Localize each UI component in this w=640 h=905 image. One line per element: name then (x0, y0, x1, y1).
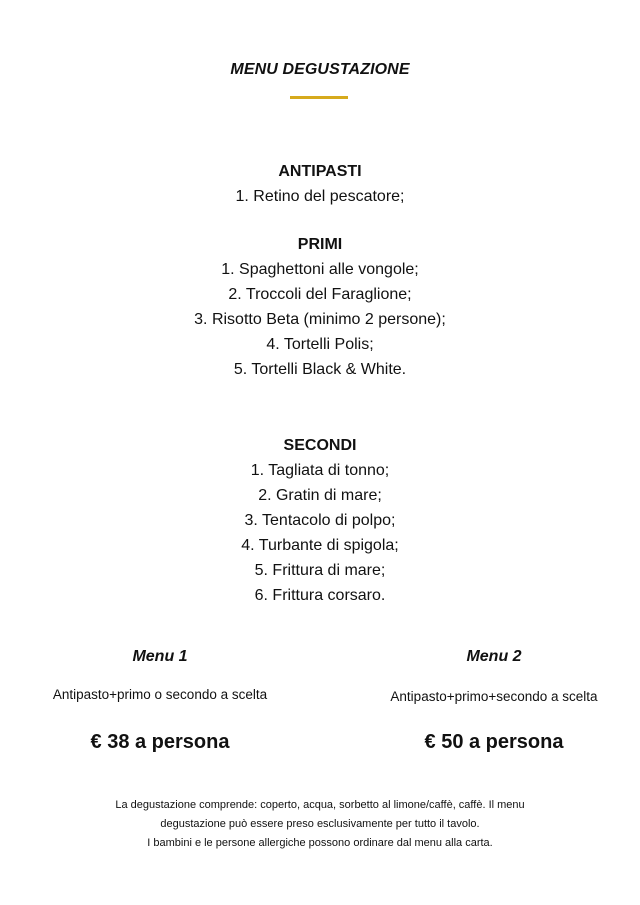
title-underline (290, 96, 348, 99)
menu-price: € 38 a persona (90, 731, 230, 753)
menu-option-2 (354, 647, 634, 755)
footer-line: I bambini e le persone allergiche possono ordinare dal menu alla carta. (147, 837, 493, 849)
page-title: MENU DEGUSTAZIONE (230, 61, 410, 78)
dish-list (0, 184, 640, 209)
dish-item: 5. Frittura di mare; (254, 562, 386, 579)
menu-description: Antipasto+primo+secondo a scelta (390, 689, 598, 704)
section-secondi (0, 433, 640, 608)
section-primi (0, 232, 640, 382)
dish-item: 2. Gratin di mare; (258, 487, 382, 504)
section-heading: SECONDI (283, 437, 357, 454)
menu-name: Menu 2 (466, 648, 522, 665)
dish-item: 4. Turbante di spigola; (241, 537, 399, 554)
dish-list (0, 458, 640, 608)
menu-option-1 (20, 647, 300, 755)
footer-note (0, 796, 640, 853)
dish-item: 3. Tentacolo di polpo; (244, 512, 396, 529)
dish-list (0, 257, 640, 382)
menu-name: Menu 1 (132, 648, 188, 665)
dish-item: 1. Tagliata di tonno; (250, 462, 390, 479)
dish-item: 1. Spaghettoni alle vongole; (221, 261, 419, 278)
dish-item: 1. Retino del pescatore; (235, 188, 405, 205)
section-heading: PRIMI (297, 236, 343, 253)
section-antipasti (0, 159, 640, 209)
dish-item: 5. Tortelli Black & White. (233, 361, 407, 378)
dish-item: 6. Frittura corsaro. (254, 587, 386, 604)
dish-item: 4. Tortelli Polis; (266, 336, 374, 353)
dish-item: 2. Troccoli del Faraglione; (228, 286, 412, 303)
footer-line: degustazione può essere preso esclusivamente per tutto il tavolo. (160, 818, 480, 830)
menu-price: € 50 a persona (424, 731, 564, 753)
footer-line: La degustazione comprende: coperto, acqua, sorbetto al limone/caffè, caffè. Il menu (115, 799, 525, 811)
menu-description: Antipasto+primo o secondo a scelta (52, 687, 268, 702)
section-heading: ANTIPASTI (278, 163, 362, 180)
dish-item: 3. Risotto Beta (minimo 2 persone); (194, 311, 446, 328)
